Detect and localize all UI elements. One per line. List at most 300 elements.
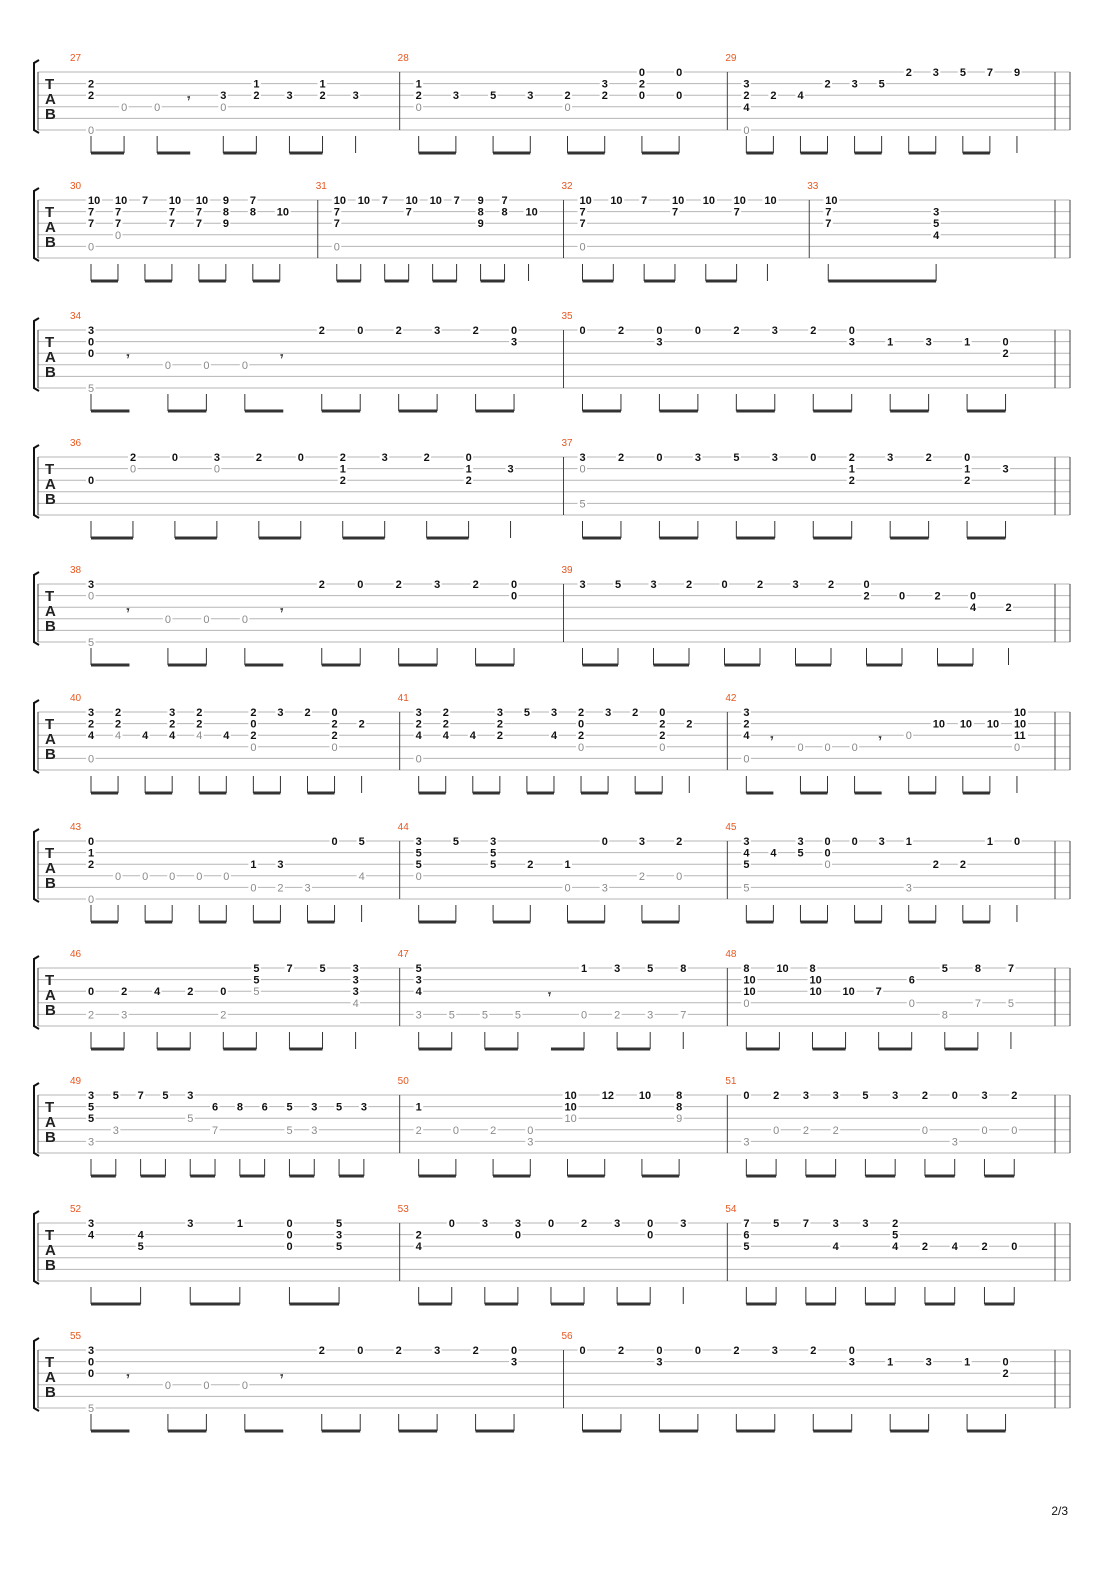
fret-number: 5 [358,836,365,848]
fret-number: 2 [187,986,194,999]
fret-number: 3 [527,1136,534,1149]
fret-number: 4 [415,1241,422,1254]
fret-number: 3 [925,1356,932,1369]
fret-number: 1 [887,1356,894,1369]
fret-number: 3 [415,1009,422,1022]
fret-number: 10 [743,986,756,999]
tab-clef-letter: A [45,987,56,1004]
fret-number: 0 [848,325,855,337]
fret-number: 3 [311,1124,318,1137]
fret-number: 3 [527,90,534,103]
tab-clef-letter: B [45,618,56,635]
fret-number: 0 [797,741,804,754]
fret-number: 3 [311,1101,318,1114]
fret-number: 2 [129,452,137,464]
fret-number: 0 [88,241,95,254]
fret-number: 3 [415,707,422,719]
measure-number: 27 [70,53,82,64]
fret-number: 0 [743,997,750,1010]
fret-number: 2 [617,1345,625,1357]
tab-clef-letter: T [45,1354,55,1371]
fret-number: 2 [423,452,430,464]
fret-number: 3 [415,974,422,987]
fret-number: 4 [88,1229,95,1242]
fret-number: 8 [676,1101,683,1114]
fret-number: 4 [115,730,122,743]
fret-number: 2 [88,1009,95,1022]
fret-number: 0 [250,741,257,754]
fret-number: 4 [933,229,940,242]
tab-staff-svg [33,303,1073,433]
fret-number: 9 [222,195,229,207]
fret-number: 5 [933,218,940,231]
tab-clef-letter: B [45,1257,56,1274]
fret-number: 0 [579,241,586,254]
tab-clef-letter: A [45,476,56,493]
fret-number: 0 [647,1229,654,1242]
fret-number: 7 [286,963,293,975]
fret-number: 0 [921,1124,929,1137]
fret-number: 0 [694,1345,701,1357]
fret-number: 8 [236,1101,243,1114]
fret-number: 7 [875,986,882,999]
fret-number: 3 [220,90,227,103]
fret-number: 5 [490,847,497,860]
fret-number: 7 [825,206,832,219]
fret-number: 0 [286,1241,293,1254]
fret-number: 7 [195,218,202,231]
fret-number: 3 [579,579,586,591]
fret-number: 2 [465,475,472,488]
fret-number: 4 [415,986,422,999]
fret-number: 0 [659,707,666,719]
fret-number: 7 [88,218,95,231]
fret-number: 7 [579,218,586,231]
fret-number: 10 [195,195,209,207]
fret-number: 6 [743,1229,750,1242]
rest-symbol: 𝄾 [280,351,284,364]
fret-number: 2 [581,1218,588,1230]
fret-number: 7 [453,195,460,207]
fret-number: 0 [415,870,422,883]
fret-number: 10 [743,974,756,987]
fret-number: 2 [395,1345,402,1357]
fret-number: 0 [1002,336,1009,349]
fret-number: 5 [88,1113,95,1126]
fret-number: 1 [253,78,260,91]
fret-number: 8 [501,206,508,219]
fret-number: 5 [336,1241,343,1254]
fret-number: 10 [564,1101,577,1114]
fret-number: 9 [222,218,229,231]
fret-number: 3 [802,1090,809,1102]
fret-number: 0 [1013,741,1021,754]
fret-number: 2 [614,1009,621,1022]
fret-number: 0 [415,753,422,766]
fret-number: 0 [88,336,95,349]
fret-number: 0 [659,741,666,754]
fret-number: 7 [802,1218,809,1230]
fret-number: 0 [899,590,906,603]
fret-number: 0 [114,229,122,242]
fret-number: 2 [121,986,128,999]
fret-number: 6 [908,974,915,987]
fret-number: 2 [848,452,855,464]
fret-number: 3 [851,78,858,91]
fret-number: 2 [617,325,625,337]
fret-number: 10 [525,206,538,219]
fret-number: 5 [490,90,497,103]
fret-number: 3 [647,1009,654,1022]
fret-number: 5 [959,67,966,79]
fret-number: 3 [743,1136,750,1149]
fret-number: 3 [680,1218,687,1230]
fret-number: 2 [828,579,835,591]
fret-number: 3 [694,452,701,464]
fret-number: 2 [810,1345,817,1357]
fret-number: 3 [352,974,359,987]
fret-number: 5 [490,859,497,872]
fret-number: 1 [887,336,894,349]
fret-number: 0 [863,579,870,591]
fret-number: 5 [797,847,804,860]
fret-number: 0 [773,1124,780,1137]
rest-symbol: 𝄾 [126,605,130,618]
fret-number: 2 [934,590,941,603]
fret-number: 7 [88,206,95,219]
fret-number: 4 [169,730,176,743]
fret-number: 2 [496,730,503,743]
tab-clef-letter: B [45,1129,56,1146]
fret-number: 1 [905,836,912,848]
fret-number: 10 [357,195,370,207]
fret-number: 2 [638,870,646,883]
measure-number: 52 [70,1204,82,1215]
fret-number: 3 [743,836,750,848]
fret-number: 3 [277,859,284,872]
fret-number: 2 [415,718,422,731]
fret-number: 10 [764,195,777,207]
fret-number: 0 [656,452,663,464]
fret-number: 0 [297,452,304,464]
fret-number: 0 [656,325,663,337]
fret-number: 2 [757,579,764,591]
fret-number: 8 [680,963,687,975]
fret-number: 5 [647,963,654,975]
fret-number: 0 [743,1090,750,1102]
tab-clef-letter: B [45,364,56,381]
fret-number: 5 [336,1218,343,1230]
fret-number: 3 [511,336,518,349]
fret-number: 8 [249,206,256,219]
fret-number: 10 [1013,707,1027,719]
fret-number: 2 [395,325,402,337]
fret-number: 3 [336,1229,343,1242]
fret-number: 0 [129,463,137,476]
fret-number: 3 [771,1345,778,1357]
fret-number: 3 [88,707,95,719]
fret-number: 10 [564,1090,577,1102]
fret-number: 4 [415,730,422,743]
fret-number: 5 [187,1113,194,1126]
fret-number: 2 [905,67,912,79]
fret-number: 2 [415,90,422,103]
fret-number: 1 [964,1356,971,1369]
fret-number: 1 [88,847,95,860]
fret-number: 10 [733,195,746,207]
fret-number: 3 [981,1090,988,1102]
rest-symbol: 𝄾 [187,93,191,106]
fret-number: 7 [986,67,994,79]
fret-number: 2 [319,90,326,103]
fret-number: 3 [848,1356,855,1369]
fret-number: 10 [986,718,1000,731]
fret-number: 0 [203,1379,210,1392]
fret-number: 3 [650,579,657,591]
fret-number: 3 [112,1124,119,1137]
fret-number: 0 [115,870,122,883]
fret-number: 3 [925,336,932,349]
fret-number: 0 [851,836,858,848]
fret-number: 0 [676,90,683,103]
tab-clef-letter: A [45,349,56,366]
fret-number: 7 [249,195,256,207]
fret-number: 4 [442,730,449,743]
fret-number: 0 [169,870,176,883]
fret-number: 6 [261,1101,268,1114]
fret-number: 4 [358,870,365,883]
fret-number: 2 [892,1218,899,1230]
fret-number: 4 [469,730,476,743]
fret-number: 7 [671,206,679,219]
fret-number: 2 [88,718,95,731]
fret-number: 5 [88,1101,95,1114]
fret-number: 7 [168,218,176,231]
fret-number: 0 [951,1090,958,1102]
fret-number: 0 [331,741,338,754]
fret-number: 5 [579,498,586,511]
fret-number: 2 [921,1241,929,1254]
fret-number: 0 [357,325,364,337]
fret-number: 9 [477,218,484,231]
fret-number: 0 [213,463,220,476]
fret-number: 3 [771,325,778,337]
fret-number: 2 [564,90,571,103]
fret-number: 2 [472,1345,479,1357]
rest-symbol: 𝄾 [547,989,551,1002]
fret-number: 0 [203,359,210,372]
rest-symbol: 𝄾 [280,605,284,618]
tab-clef-letter: B [45,491,56,508]
fret-number: 0 [970,590,977,603]
fret-number: 2 [932,859,939,872]
fret-number: 8 [974,963,981,975]
fret-number: 0 [448,1218,455,1230]
fret-number: 3 [862,1218,869,1230]
fret-number: 3 [381,452,388,464]
fret-number: 0 [286,1218,293,1230]
fret-number: 0 [331,707,338,719]
fret-number: 7 [114,206,122,219]
fret-number: 5 [415,859,422,872]
fret-number: 7 [680,1009,687,1022]
fret-number: 0 [656,1345,663,1357]
fret-number: 0 [250,718,257,731]
fret-number: 0 [171,452,179,464]
fret-number: 2 [277,882,284,895]
fret-number: 1 [250,859,257,872]
fret-number: 3 [169,707,176,719]
fret-number: 2 [339,475,346,488]
fret-number: 8 [941,1009,948,1022]
fret-number: 3 [496,707,503,719]
fret-number: 7 [212,1124,219,1137]
fret-number: 3 [832,1218,839,1230]
tab-staff-svg [33,430,1073,560]
fret-number: 5 [88,383,95,395]
rest-symbol: 𝄾 [878,733,882,746]
fret-number: 2 [415,1229,422,1242]
measure-number: 46 [70,949,82,960]
fret-number: 2 [981,1241,988,1254]
fret-number: 0 [579,1345,586,1357]
fret-number: 3 [601,78,608,91]
fret-number: 3 [187,1090,194,1102]
fret-number: 0 [88,986,95,999]
fret-number: 10 [405,195,418,207]
measure-number: 36 [70,438,82,449]
fret-number: 0 [743,753,750,766]
fret-number: 2 [115,718,122,731]
fret-number: 0 [88,590,95,603]
fret-number: 0 [88,1368,95,1381]
fret-number: 5 [773,1218,780,1230]
fret-number: 3 [1002,463,1009,476]
fret-number: 3 [88,1345,95,1357]
fret-number: 0 [88,836,95,848]
fret-number: 0 [638,90,646,103]
fret-number: 7 [168,206,176,219]
fret-number: 0 [333,241,340,254]
fret-number: 3 [905,882,912,895]
fret-number: 3 [490,836,497,848]
measure-number: 42 [725,693,737,704]
fret-number: 3 [797,836,804,848]
fret-number: 0 [286,1229,293,1242]
measure-number: 51 [725,1076,737,1087]
tab-system [33,1068,1073,1198]
fret-number: 3 [121,1009,128,1022]
fret-number: 1 [465,463,472,476]
fret-number: 10 [168,195,182,207]
fret-number: 0 [88,1356,95,1369]
fret-number: 0 [721,579,728,591]
fret-number: 3 [614,1218,621,1230]
fret-number: 2 [88,90,95,103]
fret-number: 10 [579,195,592,207]
fret-number: 3 [579,452,586,464]
fret-number: 5 [878,78,885,91]
fret-number: 0 [647,1218,654,1230]
measure-number: 49 [70,1076,82,1087]
tab-staff-svg [33,1068,1073,1198]
fret-number: 5 [137,1241,144,1254]
fret-number: 2 [196,707,203,719]
fret-number: 10 [842,986,855,999]
fret-number: 2 [527,859,534,872]
fret-number: 2 [632,707,639,719]
fret-number: 3 [286,90,293,103]
fret-number: 0 [511,1345,518,1357]
fret-number: 7 [641,195,648,207]
fret-number: 5 [892,1229,899,1242]
fret-number: 2 [318,1345,325,1357]
fret-number: 2 [638,78,646,91]
fret-number: 0 [511,590,518,603]
fret-number: 2 [88,859,95,872]
fret-number: 0 [676,870,683,883]
fret-number: 0 [1011,1241,1018,1254]
fret-number: 5 [88,637,95,649]
fret-number: 0 [824,847,831,860]
page-number: 2/3 [1051,1504,1068,1518]
fret-number: 3 [605,707,612,719]
fret-number: 3 [656,1356,663,1369]
rest-symbol: 𝄾 [126,1371,130,1384]
tab-system [33,1323,1073,1453]
fret-number: 2 [578,730,585,743]
measure-number: 50 [397,1076,409,1087]
fret-number: 10 [671,195,685,207]
fret-number: 0 [164,359,172,372]
fret-number: 1 [564,859,571,872]
tab-clef-letter: A [45,91,56,108]
fret-number: 11 [1013,730,1026,743]
fret-number: 0 [142,870,149,883]
measure-number: 44 [397,822,409,833]
fret-number: 2 [339,452,346,464]
fret-number: 3 [614,963,621,975]
fret-number: 12 [601,1090,614,1102]
fret-number: 0 [1002,1356,1009,1369]
fret-number: 10 [932,718,946,731]
fret-number: 4 [137,1229,144,1242]
fret-number: 0 [88,753,95,766]
fret-number: 0 [824,836,831,848]
tab-clef-letter: B [45,234,56,251]
fret-number: 8 [676,1090,683,1102]
fret-number: 10 [276,206,290,219]
fret-number: 7 [333,206,340,219]
fret-number: 2 [743,718,750,731]
fret-number: 2 [925,452,932,464]
tab-clef-letter: B [45,746,56,763]
tab-clef-letter: T [45,461,55,478]
fret-number: 0 [220,101,227,114]
fret-number: 2 [472,579,479,591]
fret-number: 2 [832,1124,839,1137]
fret-number: 2 [496,718,503,731]
fret-number: 0 [638,67,646,79]
fret-number: 2 [88,78,95,91]
fret-number: 10 [809,986,822,999]
fret-number: 1 [415,1101,422,1114]
fret-number: 0 [415,101,422,114]
fret-number: 5 [253,974,260,987]
fret-number: 10 [776,963,789,975]
fret-number: 3 [481,1218,488,1230]
fret-number: 3 [656,336,663,349]
